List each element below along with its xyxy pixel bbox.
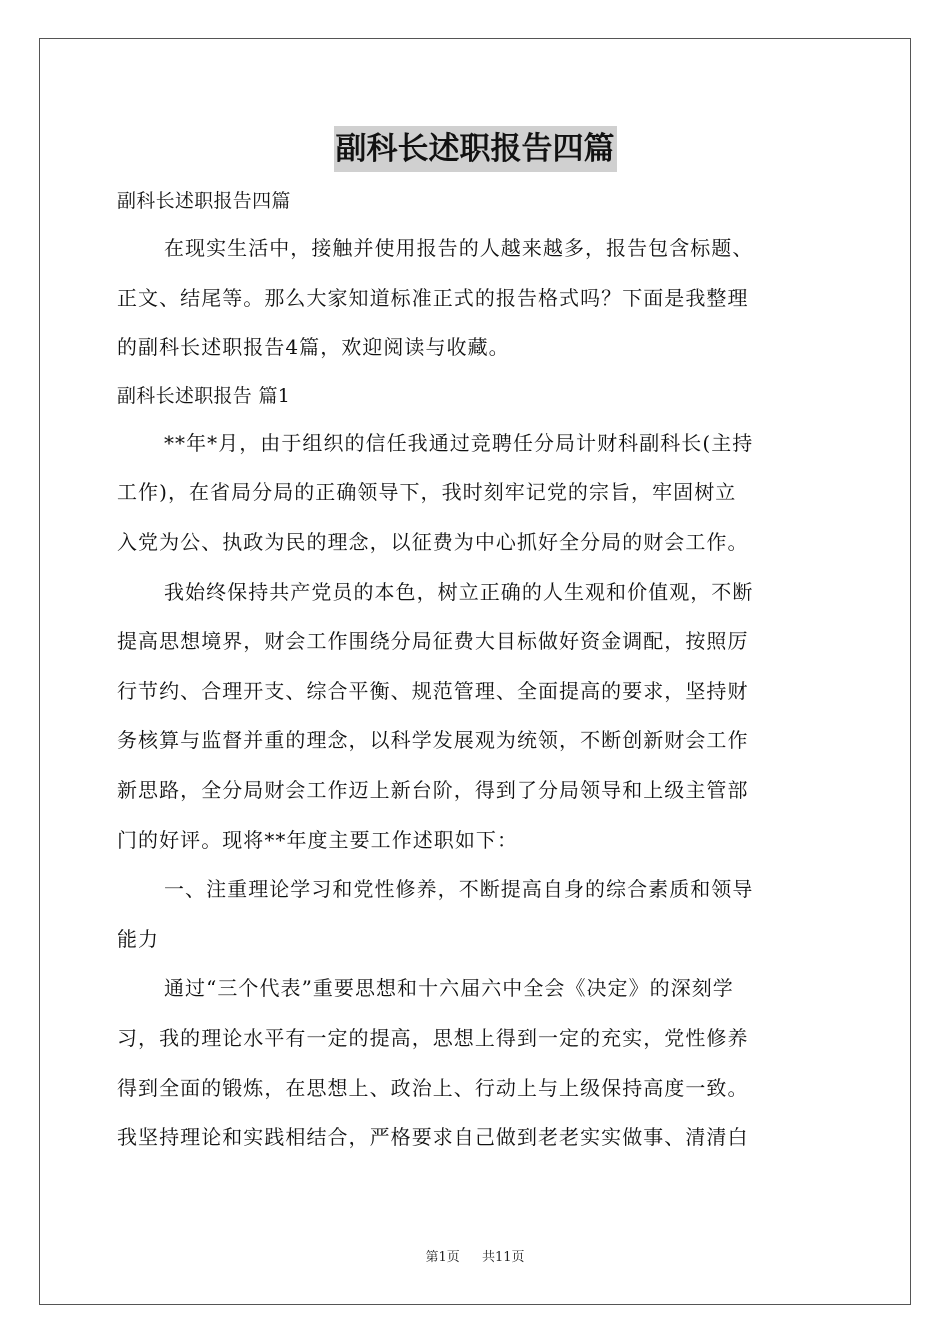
paragraph-line: 行节约、合理开支、综合平衡、规范管理、全面提高的要求，坚持财 xyxy=(117,678,749,703)
section-heading: 副科长述职报告四篇 xyxy=(117,190,291,212)
paragraph-line: 门的好评。现将**年度主要工作述职如下： xyxy=(117,827,518,852)
page-number: 第1页 xyxy=(425,1250,460,1265)
page-total: 共11页 xyxy=(482,1250,525,1265)
paragraph-line: 务核算与监督并重的理念，以科学发展观为统领，不断创新财会工作 xyxy=(117,728,749,753)
document-title: 副科长述职报告四篇 xyxy=(334,126,617,172)
title-container xyxy=(0,126,950,172)
paragraph-line: 工作)，在省局分局的正确领导下，我时刻牢记党的宗旨，牢固树立 xyxy=(117,480,737,505)
paragraph-line: 通过“三个代表”重要思想和十六届六中全会《决定》的深刻学 xyxy=(164,976,734,1001)
paragraph-line: 习，我的理论水平有一定的提高，思想上得到一定的充实，党性修养 xyxy=(117,1025,749,1050)
section-heading: 副科长述职报告 篇1 xyxy=(117,384,291,407)
paragraph-line: 正文、结尾等。那么大家知道标准正式的报告格式吗？下面是我整理 xyxy=(117,285,749,310)
paragraph-line: 能力 xyxy=(117,926,160,951)
page-footer xyxy=(0,1246,950,1265)
paragraph-line: 得到全面的锻炼，在思想上、政治上、行动上与上级保持高度一致。 xyxy=(117,1075,749,1100)
paragraph-line: 在现实生活中，接触并使用报告的人越来越多，报告包含标题、 xyxy=(164,236,754,260)
paragraph-line: 我坚持理论和实践相结合，严格要求自己做到老老实实做事、清清白 xyxy=(117,1125,749,1150)
paragraph-line: 我始终保持共产党员的本色，树立正确的人生观和价值观，不断 xyxy=(164,579,754,604)
paragraph-line: 提高思想境界，财会工作围绕分局征费大目标做好资金调配，按照厉 xyxy=(117,629,749,654)
paragraph-line: **年*月，由于组织的信任我通过竞聘任分局计财科副科长(主持 xyxy=(164,430,754,455)
paragraph-line: 一、注重理论学习和党性修养，不断提高自身的综合素质和领导 xyxy=(164,877,754,902)
paragraph-line: 的副科长述职报告4篇，欢迎阅读与收藏。 xyxy=(117,335,510,360)
paragraph-line: 新思路，全分局财会工作迈上新台阶，得到了分局领导和上级主管部 xyxy=(117,777,749,802)
document-body xyxy=(117,178,833,1163)
paragraph-line: 入党为公、执政为民的理念，以征费为中心抓好全分局的财会工作。 xyxy=(117,529,749,554)
